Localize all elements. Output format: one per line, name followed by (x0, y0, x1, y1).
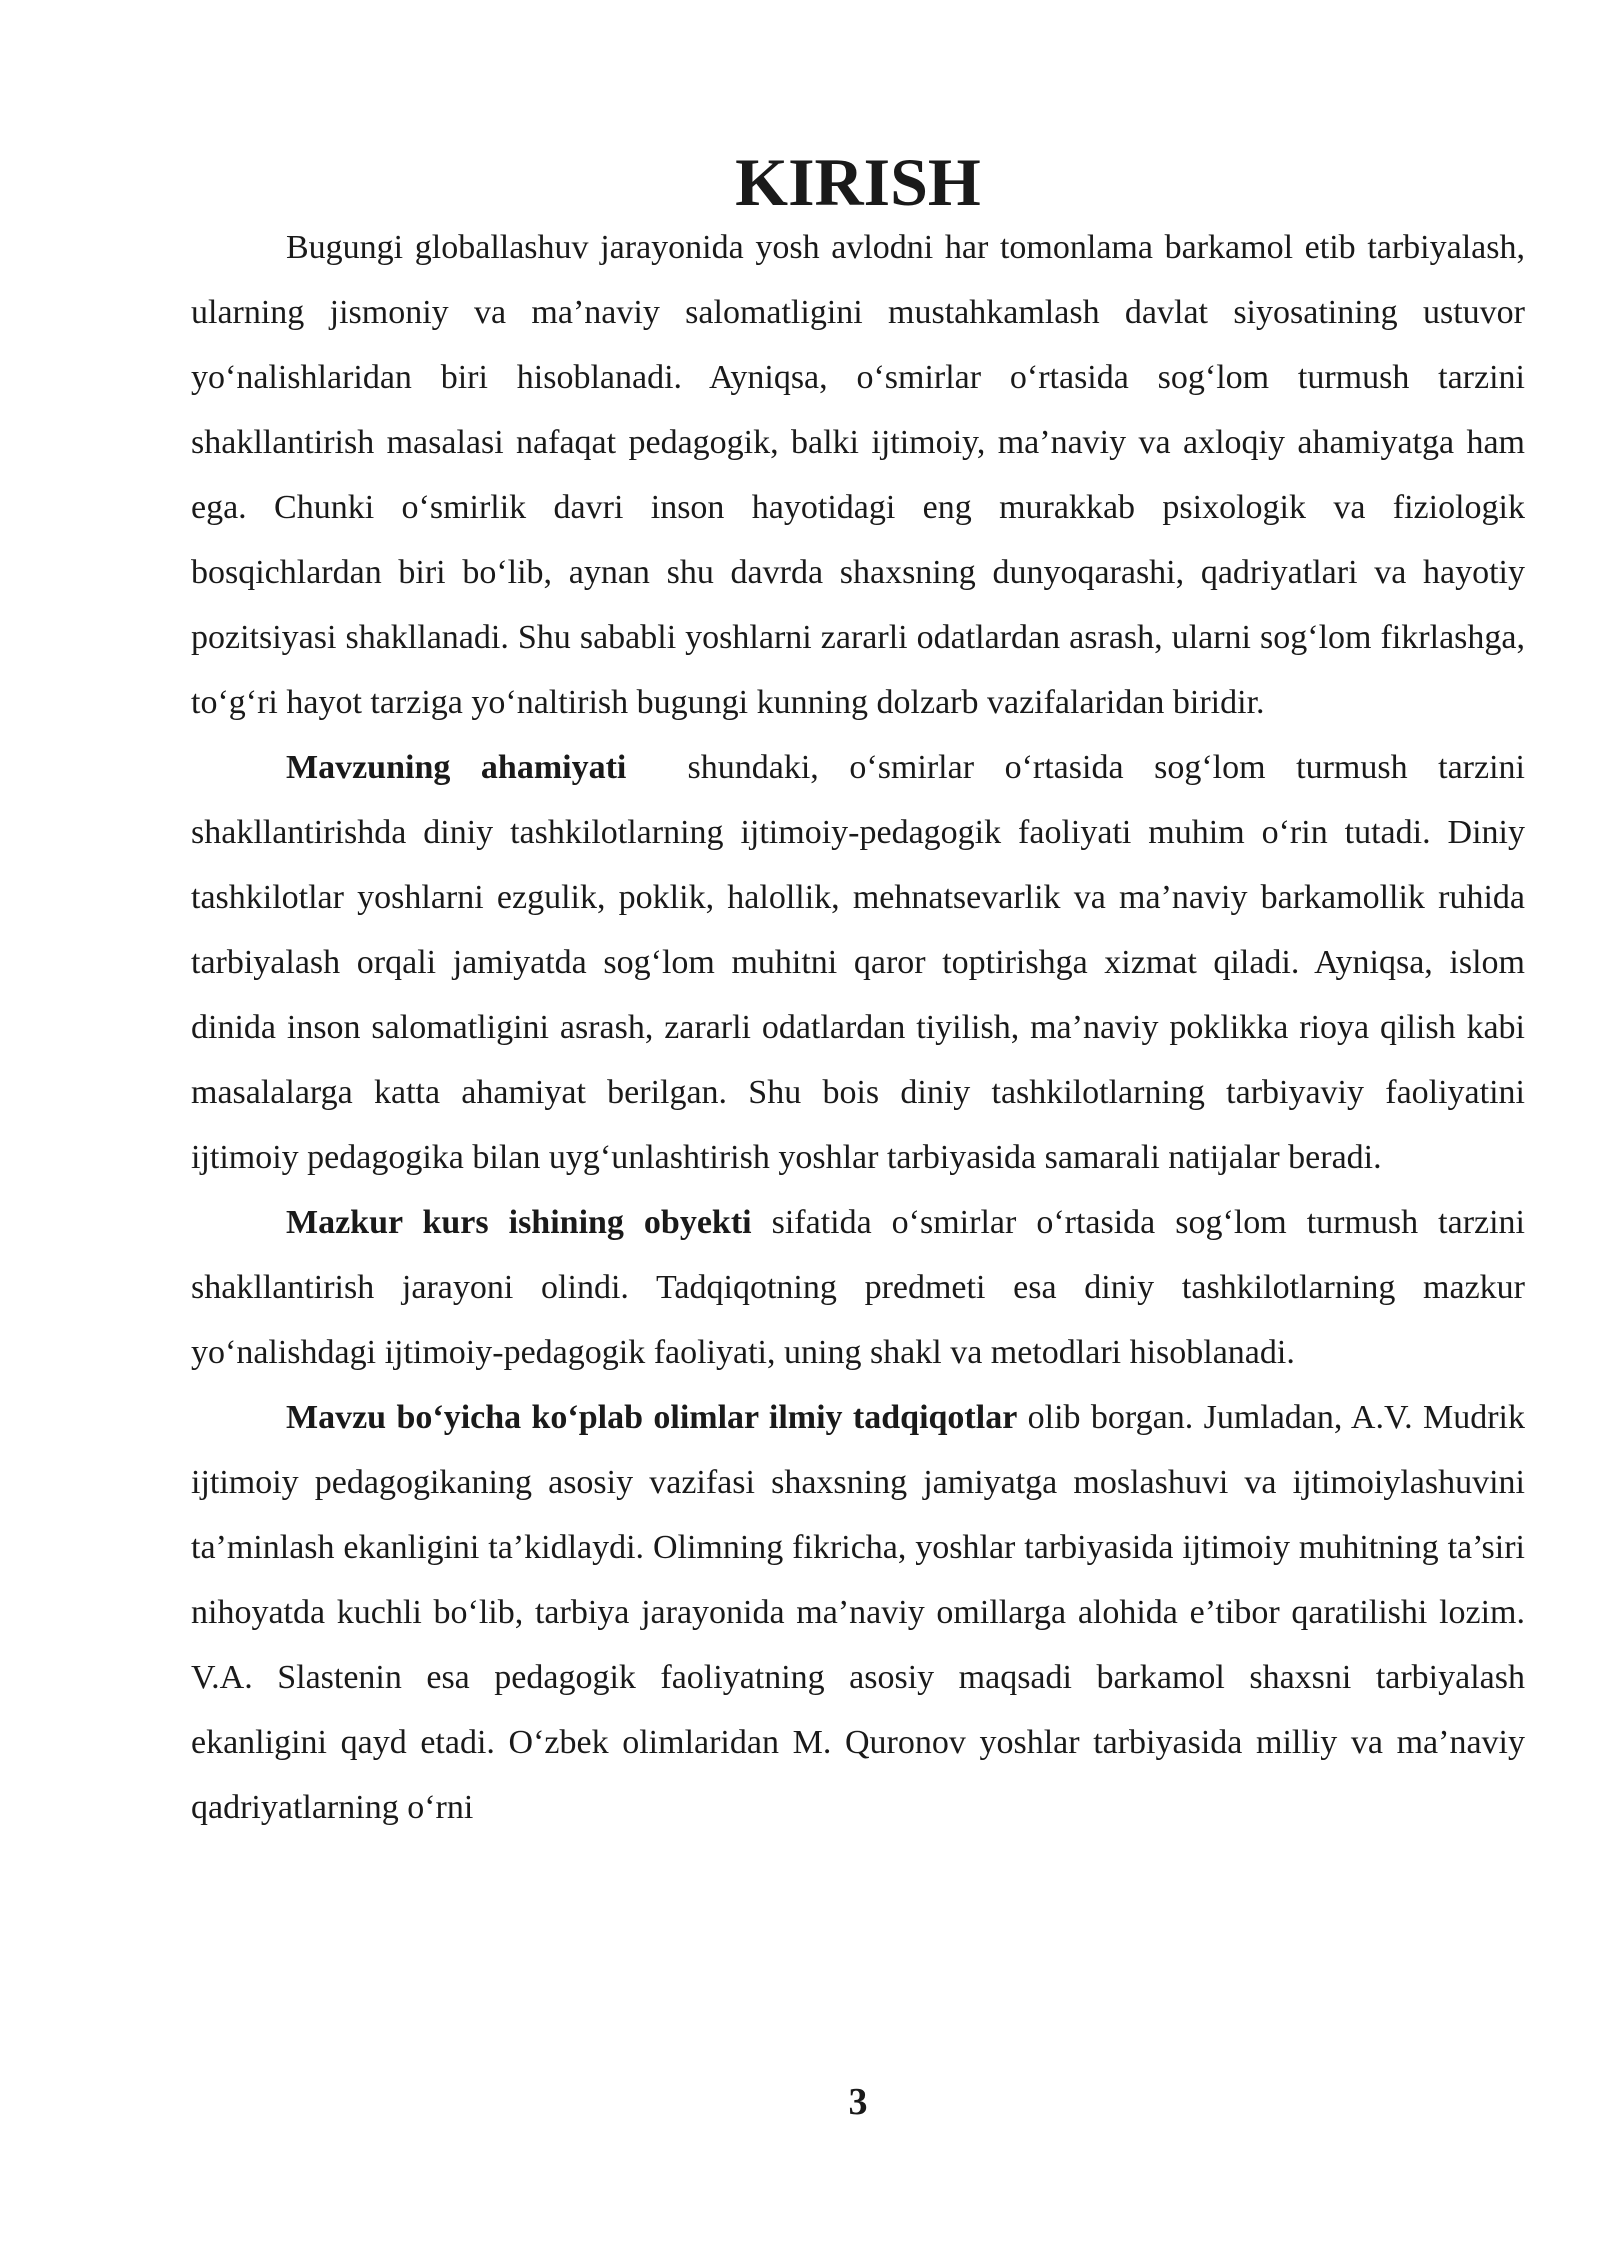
paragraph-research (191, 1385, 1525, 1840)
paragraph-intro-text: Bugungi globallashuv jarayonida yosh avlodni har tomonlama barkamol etib tarbiyalash, ularning jismoniy va ma’naviy salomatligini mustahkamlash davlat siyosatining ustuvor yo‘nalishlaridan biri hisoblanadi. Ayniqsa, o‘smirlar o‘rtasida sog‘lom turmush tarzini shakllantirish masalasi nafaqat pedagogik, balki ijtimoiy, ma’naviy va axloqiy ahamiyatga ham ega. Chunki o‘smirlik davri inson hayotidagi eng murakkab psixologik va fiziologik bosqichlardan biri bo‘lib, aynan shu davrda shaxsning dunyoqarashi, qadriyatlari va hayotiy pozitsiyasi shakllanadi. Shu sababli yoshlarni zararli odatlardan asrash, ularni sog‘lom fikrlashga, to‘g‘ri hayot tarziga yo‘naltirish bugungi kunning dolzarb vazifalaridan biridir. (191, 229, 1525, 721)
paragraph-object-text: sifatida o‘smirlar o‘rtasida sog‘lom turmush tarzini shakllantirish jarayoni olindi. Tadqiqotning predmeti esa diniy tashkilotlarning mazkur yo‘nalishdagi ijtimoiy-pedagogik faoliyati, uning shakl va metodlari hisoblanadi. (191, 1204, 1526, 1371)
paragraph-object-lead: Mazkur kurs ishining obyekti (286, 1204, 752, 1241)
paragraph-relevance-lead: Mavzuning ahamiyati (286, 749, 627, 786)
paragraph-research-lead: Mavzu bo‘yicha ko‘plab olimlar ilmiy tadqiqotlar (286, 1399, 1018, 1436)
section-heading: KIRISH (735, 144, 981, 220)
body-text (191, 144, 1534, 1840)
page-number: 3 (848, 2081, 868, 2123)
paragraph-object (191, 1190, 1525, 1385)
paragraph-intro (191, 215, 1525, 735)
paragraph-relevance (191, 735, 1534, 1190)
paragraph-research-text: olib borgan. Jumladan, A.V. Mudrik ijtimoiy pedagogikaning asosiy vazifasi shaxsning jamiyatga moslashuvi va ijtimoiylashuvini ta’minlash ekanligini ta’kidlaydi. Olimning fikricha, yoshlar tarbiyasida ijtimoiy muhitning ta’siri nihoyatda kuchli bo‘lib, tarbiya jarayonida ma’naviy omillarga alohida e’tibor qaratilishi lozim. V.A. Slastenin esa pedagogik faoliyatning asosiy maqsadi barkamol shaxsni tarbiyalash ekanligini qayd etadi. O‘zbek olimlaridan M. Quronov yoshlar tarbiyasida milliy va ma’naviy qadriyatlarning o‘rni (191, 1399, 1525, 1826)
paragraph-relevance-text: shundaki, o‘smirlar o‘rtasida sog‘lom turmush tarzini shakllantirishda diniy tashkilotlarning ijtimoiy-pedagogik faoliyati muhim o‘rin tutadi. Diniy tashkilotlar yoshlarni ezgulik, poklik, halollik, mehnatsevarlik va ma’naviy barkamollik ruhida tarbiyalash orqali jamiyatda sog‘lom muhitni qaror toptirishga xizmat qiladi. Ayniqsa, islom dinida inson salomatligini asrash, zararli odatlardan tiyilish, ma’naviy poklikka rioya qilish kabi masalalarga katta ahamiyat berilgan. Shu bois diniy tashkilotlarning tarbiyaviy faoliyatini ijtimoiy pedagogika bilan uyg‘unlashtirish yoshlar tarbiyasida samarali natijalar beradi. (191, 749, 1534, 1176)
